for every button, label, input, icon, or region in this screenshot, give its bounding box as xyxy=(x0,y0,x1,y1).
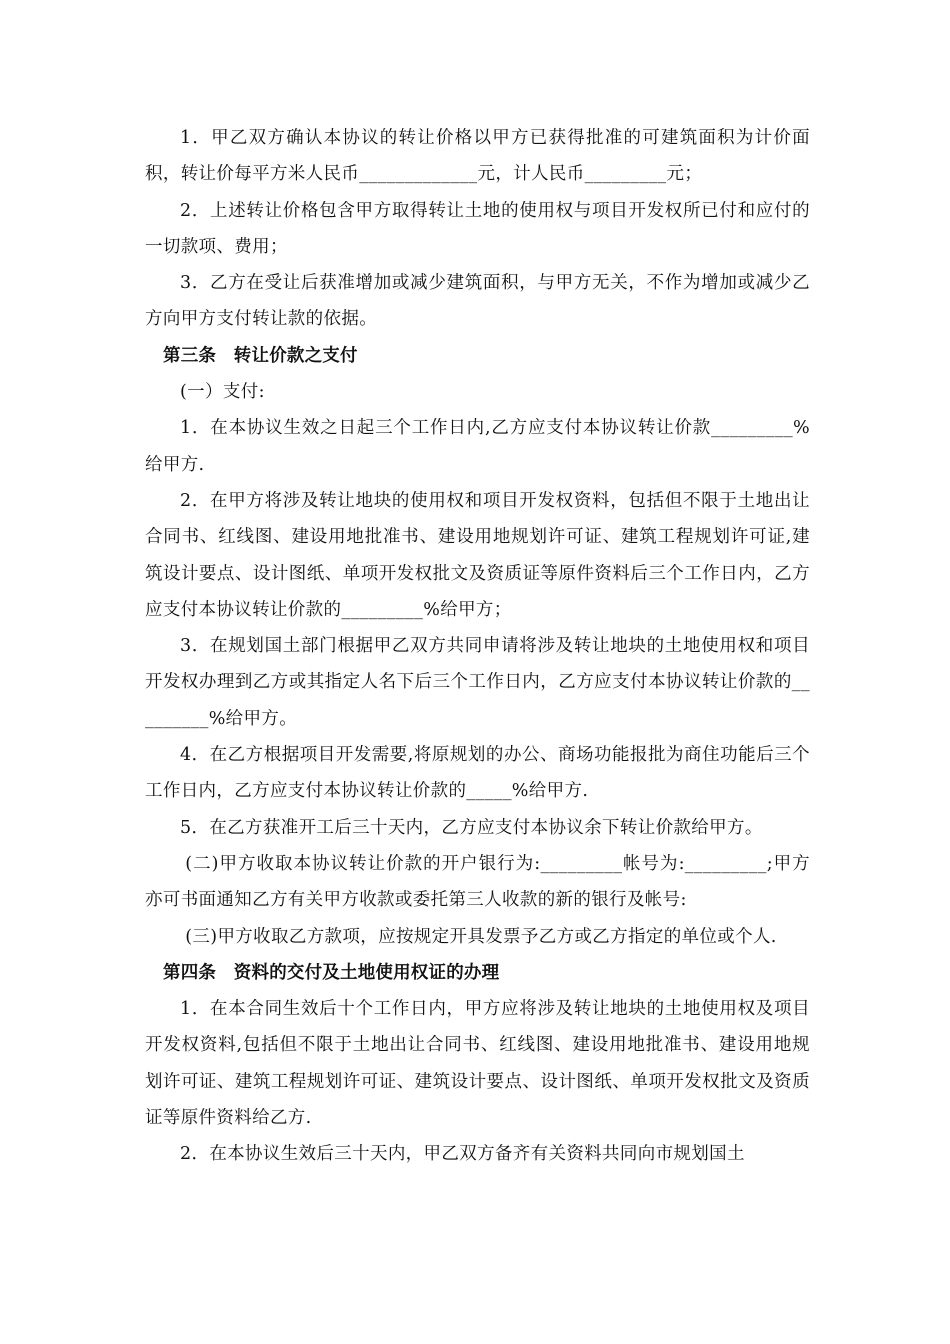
article-3-item-2: 2．在甲方将涉及转让地块的使用权和项目开发权资料，包括但不限于土地出让合同书、红线图、建设用地批准书、建设用地规划许可证、建筑工程规划许可证,建筑设计要点、设计图纸、单项开发权批文及资质证等原件资料后三个工作日内，乙方应支付本协议转让价款的_________%给甲方； xyxy=(145,490,810,620)
clause-2-item-1: 1．甲乙双方确认本协议的转让价格以甲方已获得批准的可建筑面积为计价面积，转让价每平方米人民币_____________元，计人民币_________元； xyxy=(145,128,810,185)
article-3-section-3: (三)甲方收取乙方款项，应按规定开具发票予乙方或乙方指定的单位或个人. xyxy=(185,926,777,947)
article-3-heading: 第三条 转让价款之支付 xyxy=(163,345,358,366)
clause-2-item-2: 2．上述转让价格包含甲方取得转让土地的使用权与项目开发权所已付和应付的一切款项、费用； xyxy=(145,200,810,257)
article-3-item-3: 3．在规划国土部门根据甲乙双方共同申请将涉及转让地块的土地使用权和项目开发权办理到乙方或其指定人名下后三个工作日内，乙方应支付本协议转让价款的_________%给甲方。 xyxy=(145,636,810,729)
document-body xyxy=(145,120,810,1173)
clause-2-item-3: 3．乙方在受让后获准增加或减少建筑面积，与甲方无关，不作为增加或减少乙方向甲方支付转让款的依据。 xyxy=(145,273,810,330)
article-3-section-2: (二)甲方收取本协议转让价款的开户银行为:_________帐号为:_________;甲方亦可书面通知乙方有关甲方收款或委托第三人收款的新的银行及帐号: xyxy=(145,853,810,911)
article-4-item-2: 2．在本协议生效后三十天内，甲乙双方备齐有关资料共同向市规划国土 xyxy=(180,1144,745,1165)
article-4-heading: 第四条 资料的交付及土地使用权证的办理 xyxy=(163,962,500,983)
article-3-item-1: 1．在本协议生效之日起三个工作日内,乙方应支付本协议转让价款_________%给甲方. xyxy=(145,418,810,475)
article-4-item-1: 1．在本合同生效后十个工作日内，甲方应将涉及转让地块的土地使用权及项目开发权资料,包括但不限于土地出让合同书、红线图、建设用地批准书、建设用地规划许可证、建筑工程规划许可证、建筑设计要点、设计图纸、单项开发权批文及资质证等原件资料给乙方. xyxy=(145,999,810,1129)
article-3-item-5: 5．在乙方获准开工后三十天内，乙方应支付本协议余下转让价款给甲方。 xyxy=(180,817,763,838)
article-3-section-1: (一）支付: xyxy=(180,382,265,403)
article-3-item-4: 4．在乙方根据项目开发需要,将原规划的办公、商场功能报批为商住功能后三个工作日内，乙方应支付本协议转让价款的_____%给甲方. xyxy=(145,745,810,802)
